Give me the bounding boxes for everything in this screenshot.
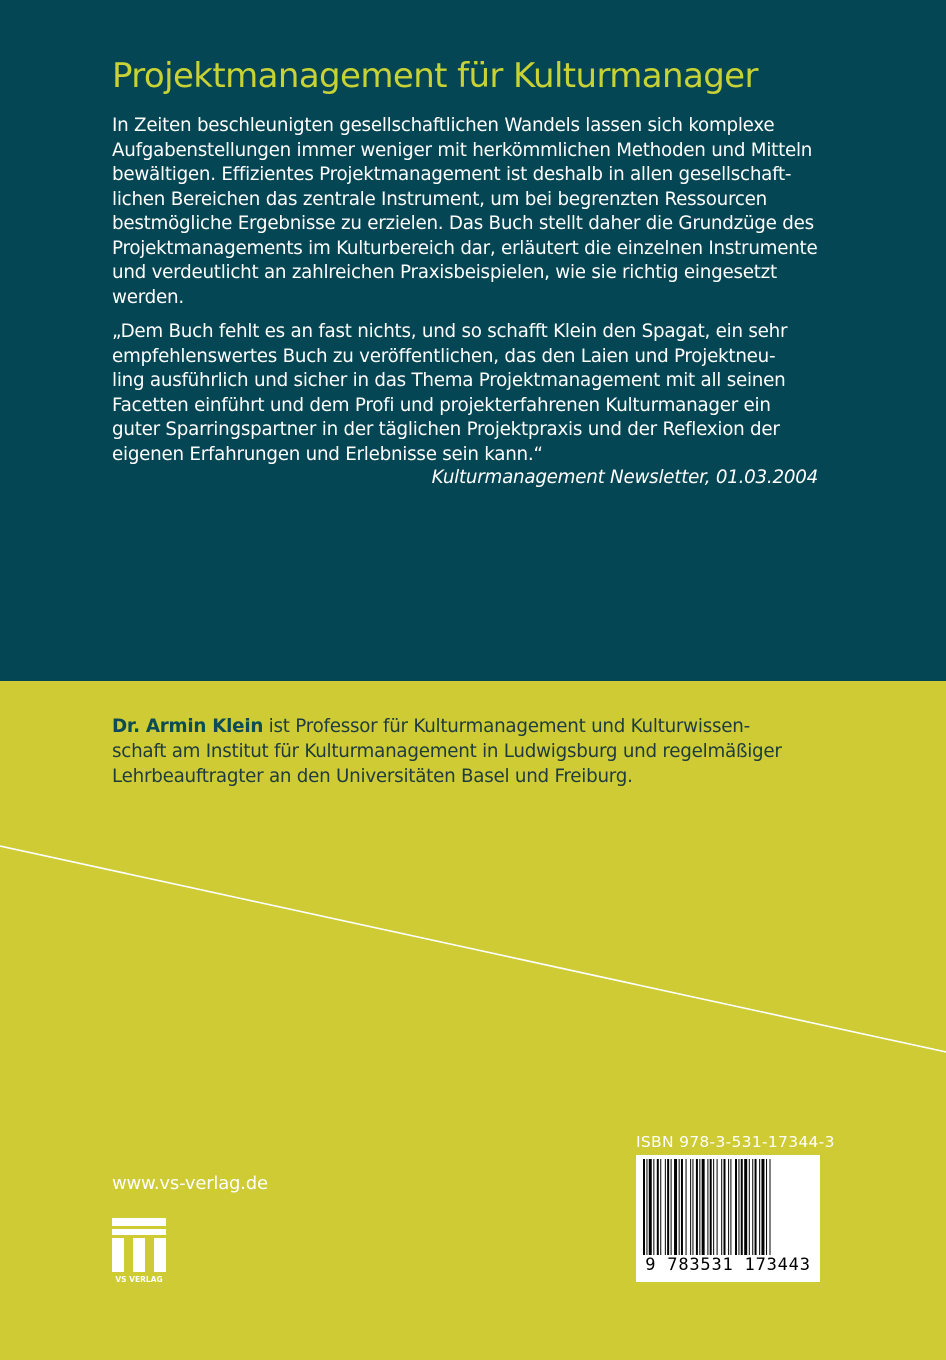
barcode-bar (717, 1159, 718, 1255)
barcode-bar (702, 1159, 705, 1255)
publisher-website: www.vs-verlag.de (112, 1173, 268, 1194)
quote-source: Kulturmanagement Newsletter, 01.03.2004 (431, 467, 818, 488)
barcode-digits: 9 783531 173443 (645, 1255, 811, 1275)
barcode-bar (752, 1159, 753, 1255)
barcode-bar (749, 1159, 750, 1255)
author-line: Lehrbeauftragter an den Universitäten Basel und Freiburg. (112, 766, 633, 787)
barcode-bar (643, 1159, 645, 1255)
barcode-bar (681, 1159, 683, 1255)
isbn-label: ISBN 978-3-531-17344-3 (636, 1133, 835, 1151)
author-line (112, 714, 782, 739)
description-line: Aufgabenstellungen immer weniger mit herkömmlichen Methoden und Mitteln (112, 139, 813, 161)
barcode-bar (738, 1159, 739, 1255)
barcode-bar (674, 1159, 677, 1255)
barcode-bar (646, 1159, 647, 1255)
barcode-bar (671, 1159, 672, 1255)
barcode-bar (665, 1159, 666, 1255)
barcode-bar (696, 1159, 698, 1255)
quote-line: eigenen Erfahrungen und Erlebnisse sein kann.“ (112, 443, 543, 465)
book-title: Projektmanagement für Kulturmanager (112, 56, 758, 96)
barcode-bar (692, 1159, 693, 1255)
barcode-bar (741, 1159, 743, 1255)
barcode-bar (735, 1159, 737, 1255)
barcode-bars (640, 1159, 816, 1255)
quote-line: guter Sparringspartner in der täglichen Projektpraxis und der Reflexion der (112, 419, 780, 440)
barcode-bar (761, 1159, 764, 1255)
description-line: werden. (112, 286, 184, 308)
author-bio (112, 714, 782, 789)
barcode-bar (707, 1159, 708, 1255)
description-line: lichen Bereichen das zentrale Instrument, um bei begrenzten Ressourcen (112, 188, 767, 210)
barcode-bar (699, 1159, 700, 1255)
book-description (112, 114, 832, 310)
barcode-bar (770, 1159, 771, 1255)
barcode-bar (653, 1159, 654, 1255)
barcode-bar (728, 1159, 729, 1255)
barcode-bar (679, 1159, 680, 1255)
barcode-bar (690, 1159, 691, 1255)
description-line: und verdeutlicht an zahlreichen Praxisbeispielen, wie sie richtig eingesetzt (112, 262, 777, 283)
barcode-bar (660, 1159, 661, 1255)
description-line: bestmögliche Ergebnisse zu erzielen. Das Buch stellt daher die Grundzüge des (112, 213, 814, 234)
description-line: Projektmanagements im Kulturbereich dar, erläutert die einzelnen Instrumente (112, 237, 818, 259)
description-line: In Zeiten beschleunigten gesellschaftlichen Wandels lassen sich komplexe (112, 115, 775, 136)
barcode-bar (744, 1159, 747, 1255)
barcode-bar (657, 1159, 659, 1255)
author-line-text: ist Professor für Kulturmanagement und Kulturwissen- (263, 716, 750, 737)
author-line: schaft am Institut für Kulturmanagement in Ludwigsburg und regelmäßiger (112, 741, 782, 762)
publisher-logo (112, 1218, 166, 1284)
quote-line: empfehlenswertes Buch zu veröffentlichen, das den Laien und Projektneu- (112, 345, 776, 367)
description-line: bewältigen. Effizientes Projektmanagement ist deshalb in allen gesellschaft- (112, 164, 792, 185)
barcode-bar (721, 1159, 722, 1255)
barcode-bar (710, 1159, 712, 1255)
barcode-bar (686, 1159, 687, 1255)
barcode-bar (713, 1159, 714, 1255)
review-quote (112, 320, 832, 467)
barcode-bar (759, 1159, 760, 1255)
barcode-bar (755, 1159, 757, 1255)
barcode-bar (724, 1159, 726, 1255)
barcode-bar (766, 1159, 767, 1255)
publisher-logo-text: VS VERLAG (115, 1275, 163, 1284)
author-name: Dr. Armin Klein (112, 716, 264, 737)
quote-line: „Dem Buch fehlt es an fast nichts, und so schafft Klein den Spagat, ein sehr (112, 321, 788, 342)
quote-line: ling ausführlich und sicher in das Thema Projektmanagement mit all seinen (112, 370, 786, 391)
quote-line: Facetten einführt und dem Profi und projekterfahrenen Kulturmanager ein (112, 394, 771, 416)
barcode (636, 1155, 820, 1282)
diagonal-line (0, 840, 946, 1060)
barcode-bar (649, 1159, 652, 1255)
barcode-bar (667, 1159, 669, 1255)
barcode-bar (730, 1159, 731, 1255)
